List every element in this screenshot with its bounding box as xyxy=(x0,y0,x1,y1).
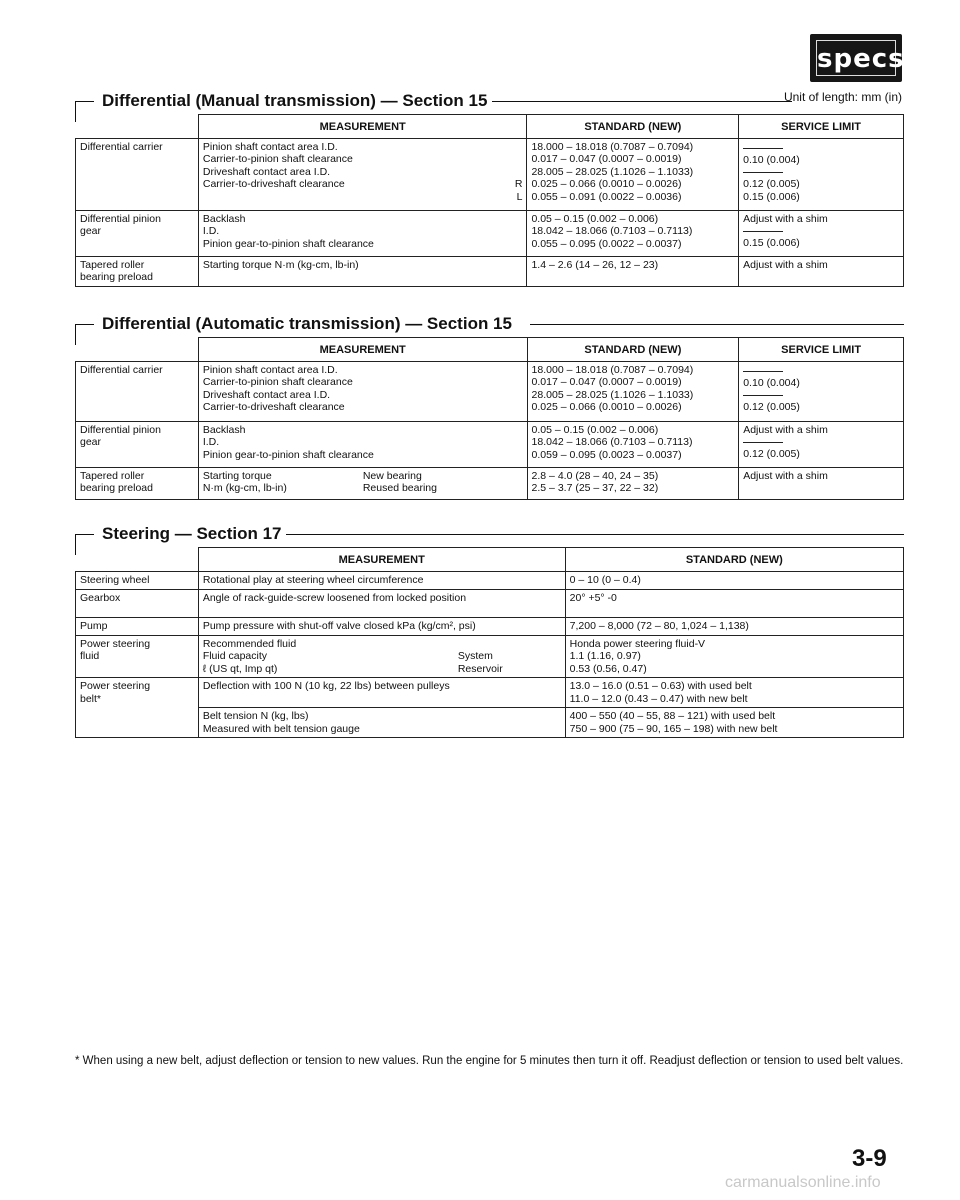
table-row xyxy=(76,256,904,286)
row-side: New bearing Reused bearing xyxy=(362,469,437,494)
table-manual xyxy=(75,114,904,287)
row-standard: 7,200 – 8,000 (72 – 80, 1,024 – 1,138) xyxy=(565,617,903,635)
row-component: Differential carrier xyxy=(76,361,199,421)
row-limit: 0.15 (0.006) xyxy=(743,190,800,203)
row-measurement: Pump pressure with shut-off valve closed kPa (kg/cm², psi) xyxy=(198,617,565,635)
table-row xyxy=(76,138,904,210)
row-standard: 18.000 – 18.018 (0.7087 – 0.7094) 0.017 – 0.047 (0.0007 – 0.0019) 28.005 – 28.025 (1.1026 – 1.1033) 0.025 – 0.066 (0.0010 – 0.0026) 0.055 – 0.091 (0.0022 – 0.0036) xyxy=(527,138,739,210)
row-standard: Honda power steering fluid-V 1.1 (1.16, 0.97) 0.53 (0.56, 0.47) xyxy=(565,635,903,678)
header-standard: STANDARD (NEW) xyxy=(527,338,739,362)
section-title-automatic: Differential (Automatic transmission) — Section 15 xyxy=(98,314,516,334)
section-title-steering: Steering — Section 17 xyxy=(98,524,286,544)
table-row xyxy=(76,617,904,635)
header-standard: STANDARD (NEW) xyxy=(565,548,903,572)
row-standard: 1.4 – 2.6 (14 – 26, 12 – 23) xyxy=(527,256,739,286)
header-standard: STANDARD (NEW) xyxy=(527,115,739,139)
row-measurement: Backlash I.D. Pinion gear-to-pinion shaft clearance xyxy=(198,421,527,467)
row-component: Power steering fluid xyxy=(76,635,199,678)
not-applicable-line xyxy=(743,148,783,149)
row-measurement: Backlash I.D. Pinion gear-to-pinion shaft clearance xyxy=(198,210,527,256)
not-applicable-line xyxy=(743,231,783,232)
row-component: Gearbox xyxy=(76,589,199,617)
row-limit: 0.12 (0.005) xyxy=(743,448,800,460)
table-automatic xyxy=(75,337,904,500)
row-component: Steering wheel xyxy=(76,571,199,589)
row-measurement: Starting torque N·m (kg-cm, lb-in) xyxy=(202,469,287,494)
row-limit: Adjust with a shim xyxy=(743,423,828,436)
not-applicable-line xyxy=(743,172,783,173)
row-component: Pump xyxy=(76,617,199,635)
unit-note: Unit of length: mm (in) xyxy=(783,90,902,104)
footnote: * When using a new belt, adjust deflection or tension to new values. Run the engine for 5 minutes then turn it off. Readjust deflection or tension to used belt values. xyxy=(75,1055,904,1067)
row-standard: 13.0 – 16.0 (0.51 – 0.63) with used belt 11.0 – 12.0 (0.43 – 0.47) with new belt xyxy=(565,678,903,708)
row-component: Differential carrier xyxy=(76,138,199,210)
row-standard: 400 – 550 (40 – 55, 88 – 121) with used belt 750 – 900 (75 – 90, 165 – 198) with new belt xyxy=(565,708,903,738)
row-standard: 20° +5° -0 xyxy=(565,589,903,617)
row-limit: Adjust with a shim xyxy=(739,256,904,286)
row-limit: Adjust with a shim xyxy=(739,467,904,499)
row-limit: 0.15 (0.006) xyxy=(743,237,800,249)
table-row xyxy=(76,467,904,499)
table-row xyxy=(76,678,904,708)
row-limit: 0.10 (0.004) xyxy=(743,376,800,389)
row-component: Tapered roller bearing preload xyxy=(76,256,199,286)
table-row xyxy=(76,210,904,256)
section-title-manual: Differential (Manual transmission) — Section 15 xyxy=(98,91,491,111)
row-limit: Adjust with a shim xyxy=(743,212,828,225)
table-row xyxy=(76,361,904,421)
row-standard: 2.8 – 4.0 (28 – 40, 24 – 35) 2.5 – 3.7 (25 – 37, 22 – 32) xyxy=(527,467,739,499)
row-standard: 0.05 – 0.15 (0.002 – 0.006) 18.042 – 18.066 (0.7103 – 0.7113) 0.059 – 0.095 (0.0023 – 0.0037) xyxy=(527,421,739,467)
header-service-limit: SERVICE LIMIT xyxy=(739,338,904,362)
row-measurement: Pinion shaft contact area I.D. Carrier-to-pinion shaft clearance Driveshaft contact area I.D. Carrier-to-driveshaft clearance xyxy=(202,140,353,190)
section-rule xyxy=(530,324,904,325)
header-measurement: MEASUREMENT xyxy=(198,338,527,362)
row-standard: 18.000 – 18.018 (0.7087 – 0.7094) 0.017 – 0.047 (0.0007 – 0.0019) 28.005 – 28.025 (1.1026 – 1.1033) 0.025 – 0.066 (0.0010 – 0.0026) xyxy=(527,361,739,421)
table-header-row xyxy=(76,338,904,362)
table-header-row xyxy=(76,115,904,139)
page-number: 3-9 xyxy=(852,1145,887,1172)
row-component: Power steering belt* xyxy=(76,678,199,738)
row-limit: 0.12 (0.005) xyxy=(743,401,800,413)
row-standard: 0 – 10 (0 – 0.4) xyxy=(565,571,903,589)
watermark: carmanualsonline.info xyxy=(725,1174,881,1191)
not-applicable-line xyxy=(743,371,783,372)
row-limit: 0.10 (0.004) xyxy=(743,153,800,166)
row-component: Tapered roller bearing preload xyxy=(76,467,199,499)
header-service-limit: SERVICE LIMIT xyxy=(739,115,904,139)
header-measurement: MEASUREMENT xyxy=(198,548,565,572)
section-rule xyxy=(286,534,904,535)
table-row xyxy=(76,589,904,617)
not-applicable-line xyxy=(743,442,783,443)
table-row xyxy=(76,571,904,589)
table-row xyxy=(76,708,904,738)
specs-badge-label: specs xyxy=(816,40,896,76)
not-applicable-line xyxy=(743,395,783,396)
header-measurement: MEASUREMENT xyxy=(198,115,527,139)
row-component: Differential pinion gear xyxy=(76,421,199,467)
row-measurement: Recommended fluid Fluid capacity ℓ (US qt, Imp qt) xyxy=(202,637,297,675)
table-header-row xyxy=(76,548,904,572)
row-measurement: Starting torque N·m (kg-cm, lb-in) xyxy=(198,256,527,286)
row-limit: 0.12 (0.005) xyxy=(743,178,800,190)
row-measurement: Belt tension N (kg, lbs) Measured with belt tension gauge xyxy=(198,708,565,738)
table-steering xyxy=(75,547,904,738)
row-measurement: Deflection with 100 N (10 kg, 22 lbs) between pulleys xyxy=(198,678,565,708)
table-row xyxy=(76,421,904,467)
table-row xyxy=(76,635,904,678)
row-standard: 0.05 – 0.15 (0.002 – 0.006) 18.042 – 18.066 (0.7103 – 0.7113) 0.055 – 0.095 (0.0022 – 0.0037) xyxy=(527,210,739,256)
specs-badge xyxy=(810,34,905,82)
row-side: System Reservoir xyxy=(457,650,503,675)
row-measurement: Rotational play at steering wheel circumference xyxy=(198,571,565,589)
row-measurement: Angle of rack-guide-screw loosened from locked position xyxy=(198,589,565,617)
row-side: R L xyxy=(514,178,523,203)
section-rule xyxy=(492,101,792,102)
row-measurement: Pinion shaft contact area I.D. Carrier-to-pinion shaft clearance Driveshaft contact area I.D. Carrier-to-driveshaft clearance xyxy=(198,361,527,421)
row-component: Differential pinion gear xyxy=(76,210,199,256)
